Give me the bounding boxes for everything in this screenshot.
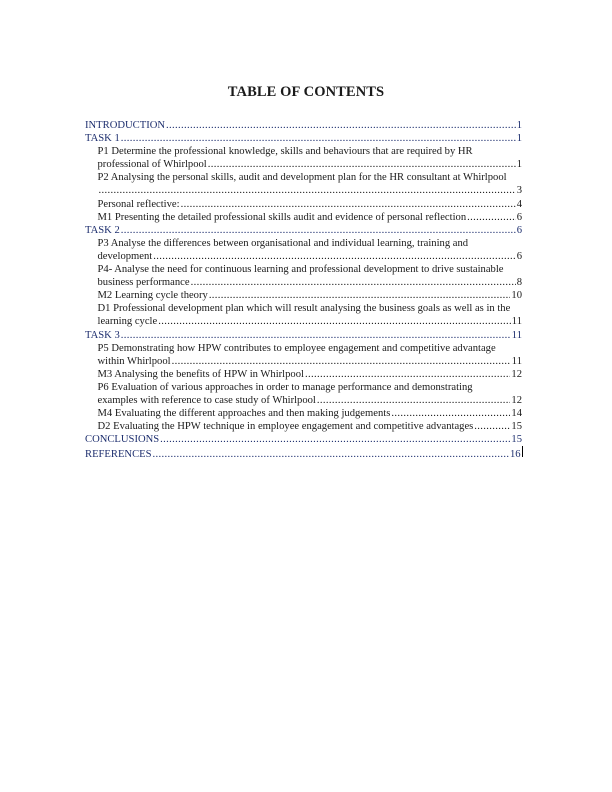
table-of-contents [85, 119, 522, 459]
toc-entry-conclusions[interactable] [85, 433, 522, 446]
toc-entry-p2[interactable] [85, 171, 522, 184]
toc-entry-p5[interactable] [85, 342, 522, 355]
toc-page-number: 15 [511, 421, 522, 433]
toc-entry-p1-cont[interactable] [85, 158, 522, 171]
dot-leader [172, 355, 511, 368]
toc-entry-p3[interactable] [85, 237, 522, 250]
dot-leader [121, 329, 511, 342]
toc-entry-p3-cont[interactable] [85, 250, 522, 263]
dot-leader [208, 158, 516, 171]
dot-leader [166, 119, 516, 132]
dot-leader [391, 407, 510, 420]
toc-entry-text: P4- Analyse the need for continuous learning and professional development to drive sustainable [97, 264, 504, 276]
toc-page-number: 11 [511, 316, 522, 328]
toc-entry-text: TASK 1 [85, 133, 120, 145]
dot-leader [467, 211, 516, 224]
toc-page-number: 6 [516, 224, 522, 236]
toc-entry-p5-cont[interactable] [85, 355, 522, 368]
dot-leader [474, 420, 510, 433]
toc-entry-p1[interactable] [85, 145, 522, 158]
toc-entry-text: professional of Whirlpool [97, 159, 207, 171]
toc-page-number: 1 [516, 159, 522, 171]
toc-entry-text: business performance [97, 277, 190, 289]
toc-page-number: 4 [516, 198, 522, 210]
toc-entry-p6-cont[interactable] [85, 394, 522, 407]
toc-page-number: 8 [516, 277, 522, 289]
toc-page-number: 6 [516, 250, 522, 262]
toc-entry-text: P5 Demonstrating how HPW contributes to employee engagement and competitive advantage [97, 342, 496, 354]
toc-entry-text: examples with reference to case study of Whirlpool [97, 394, 316, 406]
dot-leader [158, 315, 511, 328]
toc-entry-p4-cont[interactable] [85, 276, 522, 289]
toc-entry-text: D2 Evaluating the HPW technique in employee engagement and competitive advantages [97, 421, 474, 433]
toc-entry-text: Personal reflective: [97, 198, 180, 210]
toc-entry-task2[interactable] [85, 224, 522, 237]
toc-entry-text: CONCLUSIONS [85, 434, 160, 446]
toc-entry-text: TASK 3 [85, 329, 120, 341]
toc-entry-text: REFERENCES [85, 449, 152, 461]
toc-page-number: 16 [509, 449, 521, 461]
toc-entry-references[interactable] [85, 446, 522, 459]
dot-leader [99, 184, 516, 197]
toc-entry-p6[interactable] [85, 381, 522, 394]
toc-entry-m4[interactable] [85, 407, 522, 420]
toc-entry-m2[interactable] [85, 289, 522, 302]
toc-page-number: 14 [511, 408, 522, 420]
toc-entry-task3[interactable] [85, 329, 522, 342]
dot-leader [181, 198, 516, 211]
dot-leader [153, 250, 515, 263]
dot-leader [121, 224, 516, 237]
toc-entry-introduction[interactable] [85, 119, 522, 132]
toc-page-number: 15 [511, 434, 522, 446]
dot-leader [160, 433, 510, 446]
toc-entry-m1[interactable] [85, 211, 522, 224]
toc-title: TABLE OF CONTENTS [227, 84, 385, 100]
dot-leader [305, 368, 510, 381]
toc-entry-text: D1 Professional development plan which will result analysing the business goals as well as in the [97, 303, 511, 315]
toc-entry-d1[interactable] [85, 302, 522, 315]
toc-entry-text: M4 Evaluating the different approaches and then making judgements [97, 408, 391, 420]
toc-entry-text: TASK 2 [85, 224, 120, 236]
toc-entry-text: M2 Learning cycle theory [97, 290, 208, 302]
toc-entry-p4[interactable] [85, 263, 522, 276]
toc-page-number: 11 [511, 355, 522, 367]
toc-entry-d2[interactable] [85, 420, 522, 433]
toc-entry-text: INTRODUCTION [85, 120, 166, 131]
toc-page-number: 1 [516, 120, 522, 131]
toc-page-number: 6 [516, 211, 522, 223]
toc-entry-text: M3 Analysing the benefits of HPW in Whirlpool [97, 368, 304, 380]
dot-leader [317, 394, 511, 407]
toc-entry-text: P1 Determine the professional knowledge, skills and behaviours that are required by HR [97, 146, 473, 158]
dot-leader [121, 132, 516, 145]
toc-page-number: 10 [511, 290, 522, 302]
toc-page-number: 12 [511, 394, 522, 406]
toc-entry-text: P6 Evaluation of various approaches in order to manage performance and demonstrating [97, 381, 473, 393]
toc-page-number: 11 [511, 329, 522, 341]
toc-page-number: 12 [511, 368, 522, 380]
toc-entry-personal-reflective[interactable] [85, 198, 522, 211]
dot-leader [209, 289, 511, 302]
toc-entry-text: development [97, 250, 153, 262]
toc-entry-text: M1 Presenting the detailed professional skills audit and evidence of personal reflection [97, 211, 467, 223]
toc-entry-text: within Whirlpool [97, 355, 171, 367]
toc-page-number: 1 [516, 133, 522, 145]
toc-entry-p2-cont[interactable] [85, 184, 522, 197]
toc-entry-text: learning cycle [97, 316, 158, 328]
dot-leader [153, 448, 509, 461]
toc-entry-text: P2 Analysing the personal skills, audit and development plan for the HR consultant at Whirlpool [97, 172, 507, 184]
toc-entry-m3[interactable] [85, 368, 522, 381]
toc-entry-text: P3 Analyse the differences between organisational and individual learning, training and [97, 237, 469, 249]
toc-entry-d1-cont[interactable] [85, 315, 522, 328]
toc-entry-task1[interactable] [85, 132, 522, 145]
toc-page-number: 3 [516, 185, 522, 197]
dot-leader [191, 276, 516, 289]
